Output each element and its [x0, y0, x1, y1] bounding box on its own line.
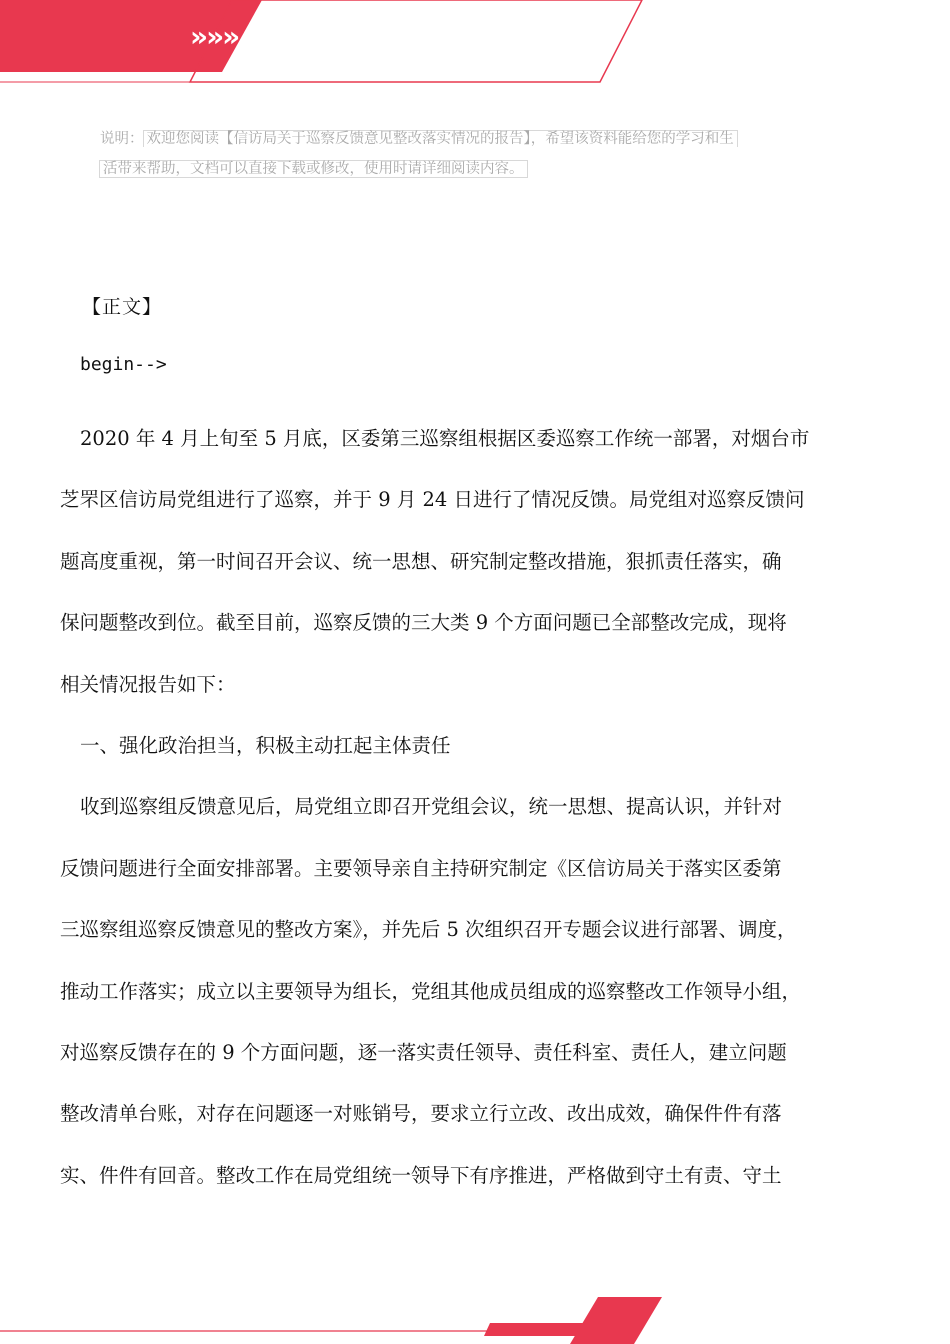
begin-marker: begin-->	[80, 354, 167, 375]
chevrons-icon: »»»	[190, 20, 239, 53]
body-line: 实、件件有回音。整改工作在局党组统一领导下有序推进，严格做到守土有责、守土	[60, 1163, 782, 1187]
body-line: 整改清单台账，对存在问题逐一对账销号，要求立行立改、改出成效，确保件件有落	[60, 1102, 782, 1126]
body-line: 对巡察反馈存在的 9 个方面问题，逐一落实责任领导、责任科室、责任人，建立问题	[60, 1040, 787, 1064]
body-line: 相关情况报告如下：	[60, 672, 236, 696]
body-line: 三巡察组巡察反馈意见的整改方案》，并先后 5 次组织召开专题会议进行部署、调度，	[60, 918, 797, 942]
document-body	[60, 408, 886, 1206]
footer-stripe	[484, 1323, 606, 1336]
note-text-line-1: 欢迎您阅读【信访局关于巡察反馈意见整改落实情况的报告】，希望该资料能给您的学习和生	[143, 130, 738, 147]
body-line: 题高度重视，第一时间召开会议、统一思想、研究制定整改措施，狠抓责任落实，确	[60, 549, 782, 573]
download-note	[100, 124, 860, 184]
header-banner	[0, 0, 950, 90]
section-title: 一、强化政治担当，积极主动扛起主体责任	[80, 733, 451, 757]
note-label: 说明：	[100, 131, 144, 147]
footer-ribbon	[570, 1297, 662, 1344]
body-line: 推动工作落实；成立以主要领导为组长，党组其他成员组成的巡察整改工作领导小组，	[60, 979, 802, 1003]
body-line: 反馈问题进行全面安排部署。主要领导亲自主持研究制定《区信访局关于落实区委第	[60, 856, 782, 880]
banner-outline	[190, 0, 642, 82]
body-line: 收到巡察组反馈意见后，局党组立即召开党组会议，统一思想、提高认识，并针对	[80, 795, 783, 819]
note-text-line-2: 活带来帮助，文档可以直接下载或修改，使用时请详细阅读内容。	[99, 160, 528, 178]
body-line: 2020 年 4 月上旬至 5 月底，区委第三巡察组根据区委巡察工作统一部署，对烟台市	[80, 427, 810, 450]
section-heading: 【正文】	[82, 296, 163, 318]
body-line: 保问题整改到位。截至目前，巡察反馈的三大类 9 个方面问题已全部整改完成，现将	[60, 611, 787, 635]
body-line: 芝罘区信访局党组进行了巡察，并于 9 月 24 日进行了情况反馈。局党组对巡察反馈问	[60, 488, 805, 512]
